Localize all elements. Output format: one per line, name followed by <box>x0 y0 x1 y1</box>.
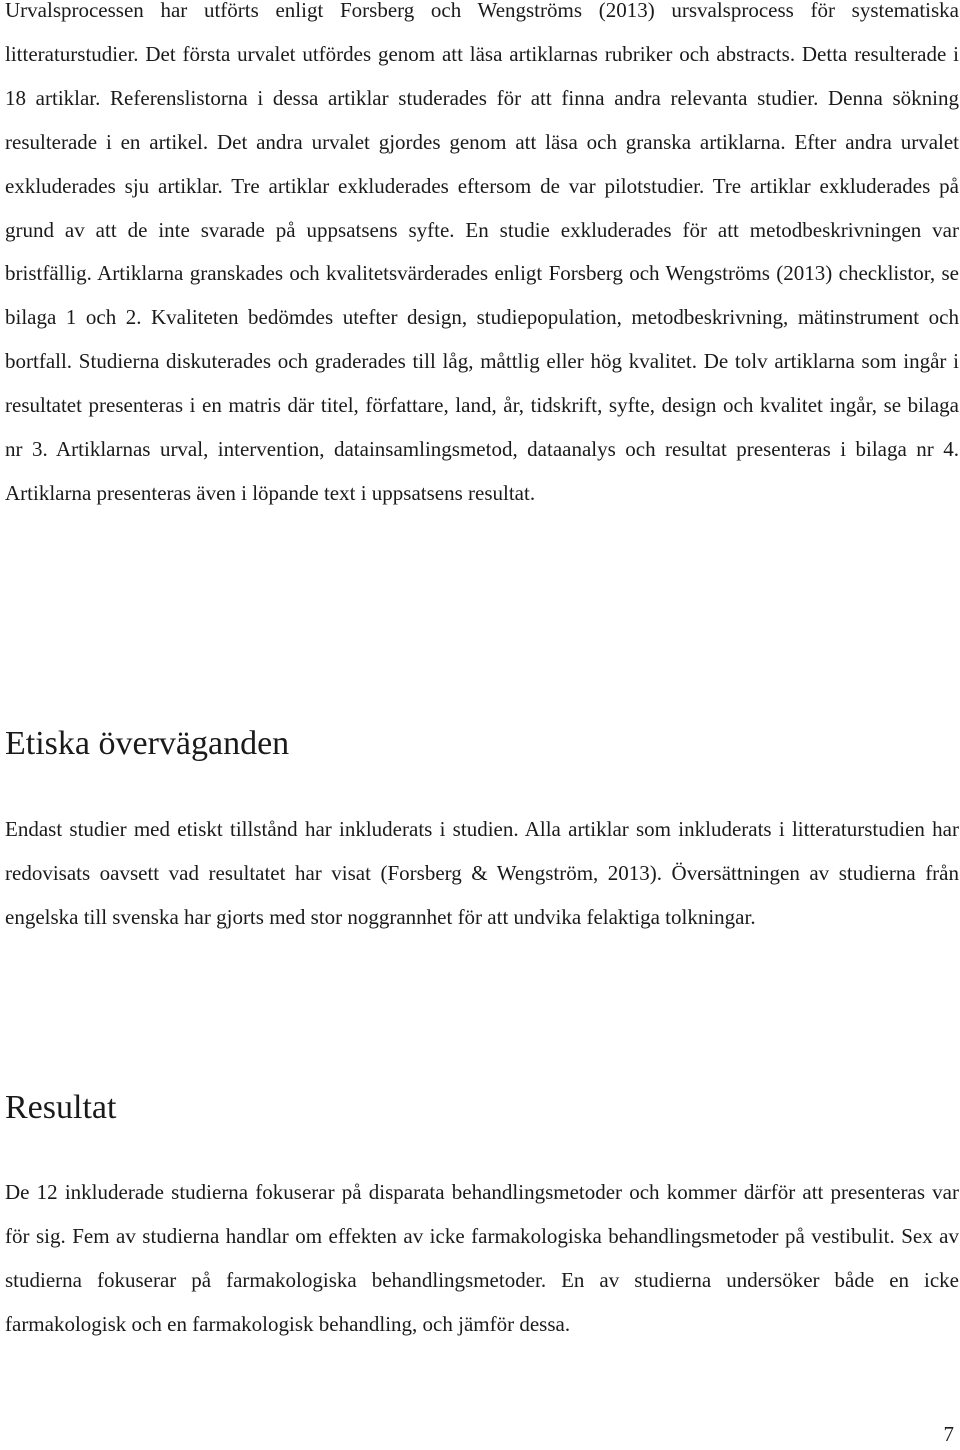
results-paragraph: De 12 inkluderade studierna fokuserar på disparata behandlingsmetoder och kommer därför att presenteras var för sig. Fem av studierna handlar om effekten av icke farmakologiska behandlingsmetoder på vestibulit. Sex av studierna fokuserar på farmakologiska behandlingsmetoder. En av studierna undersöker både en icke farmakologisk och en farmakologisk behandling, och jämför dessa. <box>5 1180 959 1336</box>
ethics-heading: Etiska överväganden <box>5 725 290 762</box>
ethics-paragraph: Endast studier med etiskt tillstånd har inkluderats i studien. Alla artiklar som inkluderats i litteraturstudien har redovisats oavsett vad resultatet har visat (Forsberg & Wengström, 2013). Översättningen av studierna från engelska till svenska har gjorts med stor noggrannhet för att undvika felaktiga tolkningar. <box>5 817 959 929</box>
method-paragraph: Urvalsprocessen har utförts enligt Forsberg och Wengströms (2013) ursvalsprocess för systematiska litteraturstudier. Det första urvalet utfördes genom att läsa artiklarnas rubriker och abstracts. Detta resulterade i 18 artiklar. Referenslistorna i dessa artiklar studerades för att finna andra relevanta studier. Denna sökning resulterade i en artikel. Det andra urvalet gjordes genom att läsa och granska artiklarna. Efter andra urvalet exkluderades sju artiklar. Tre artiklar exkluderades eftersom de var pilotstudier. Tre artiklar exkluderades på grund av att de inte svarade på uppsatsens syfte. En studie exkluderades för att metodbeskrivningen var bristfällig. Artiklarna granskades och kvalitetsvärderades enligt Forsberg och Wengströms (2013) checklistor, se bilaga 1 och 2. Kvaliteten bedömdes utefter design, studiepopulation, metodbeskrivning, mätinstrument och bortfall. Studierna diskuterades och graderades till låg, måttlig eller hög kvalitet. De tolv artiklarna som ingår i resultatet presenteras i en matris där titel, författare, land, år, tidskrift, syfte, design och kvalitet ingår, se bilaga nr 3. Artiklarnas urval, intervention, datainsamlingsmetod, dataanalys och resultat presenteras i bilaga nr 4. Artiklarna presenteras även i löpande text i uppsatsens resultat. <box>5 0 959 505</box>
page-number: 7 <box>943 1422 954 1446</box>
results-heading: Resultat <box>5 1089 117 1126</box>
